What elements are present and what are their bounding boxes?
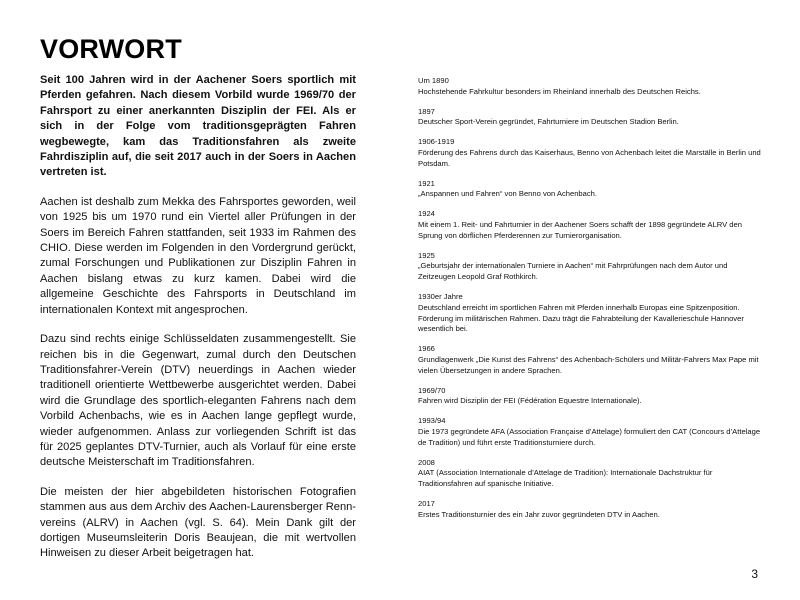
timeline-year: 2008 bbox=[418, 457, 435, 467]
timeline-text: Mit einem 1. Reit- und Fahrturnier in der Aachener Soers schafft der 1898 gegründete ALRV den Sprung von dörflichen Pferderennen zur Turnierorganisation. bbox=[418, 219, 742, 240]
timeline-text: Fahren wird Disziplin der FEI (Fédération Equestre Internationale). bbox=[418, 396, 642, 406]
timeline-year: 1930er Jahre bbox=[418, 291, 463, 301]
timeline-year: 1921 bbox=[418, 178, 435, 188]
page-title: VORWORT bbox=[40, 34, 182, 64]
timeline-entry bbox=[418, 458, 763, 490]
timeline-text: Die 1973 gegründete AFA (Association Française d’Attelage) formuliert den CAT (Concours d’Attelage de Tradition) und führt erste Traditionsturniere durch. bbox=[418, 426, 761, 447]
body-paragraph: Die meisten der hier abgebildeten historischen Fotografien stammen aus aus dem Archiv des Aachen-Laurensberger Renn-vereins (ALRV) in Aachen (vgl. S. 64). Mein Dank gilt der dortigen Museumsleiterin Doris Beaujean, die mit wertvollen Hinweisen zu dieser Arbeit beigetragen hat. bbox=[40, 485, 356, 560]
timeline-year: 1906-1919 bbox=[418, 137, 455, 147]
timeline-entry bbox=[418, 76, 763, 98]
foreword-body bbox=[40, 73, 356, 576]
timeline-year: 2017 bbox=[418, 498, 435, 508]
timeline-entry bbox=[418, 344, 763, 376]
timeline-entry bbox=[418, 107, 763, 129]
timeline-entry bbox=[418, 499, 763, 521]
timeline-text: Deutscher Sport-Verein gegründet, Fahrturniere im Deutschen Stadion Berlin. bbox=[418, 117, 679, 127]
timeline-year: 1924 bbox=[418, 209, 435, 219]
timeline-year: 1993/94 bbox=[418, 416, 446, 426]
timeline-entry bbox=[418, 386, 763, 408]
timeline-text: Erstes Traditionsturnier des ein Jahr zuvor gegründeten DTV in Aachen. bbox=[418, 509, 660, 519]
timeline-entry bbox=[418, 209, 763, 241]
page-number: 3 bbox=[751, 567, 758, 581]
body-paragraph: Dazu sind rechts einige Schlüsseldaten zusammengestellt. Sie reichen bis in die Gegenwart, zumal durch den Deutschen Traditionsfahrer-Verein (DTV) neuerdings in Aachen wieder traditionell orientierte Wettbewerbe ausgerichtet werden. Dabei wird die Grundlage des sportlich-eleganten Fahrens nach dem Vorbild Achenbachs, wie es in Aachen lange gepflegt wurde, wieder aufgenommen. Anlass zur vorliegenden Schrift ist das für 2025 geplantes DTV-Turnier, auch als Vorlauf für eine erste deutsche Meisterschaft im Traditionsfahren. bbox=[40, 333, 356, 469]
timeline-entry bbox=[418, 416, 763, 448]
timeline-text: Grundlagenwerk „Die Kunst des Fahrens“ des Achenbach-Schülers und Militär-Fahrers Max Pape mit vielen Übersetzungen in andere Sprachen. bbox=[418, 354, 759, 375]
timeline-entry bbox=[418, 251, 763, 283]
lead-paragraph: Seit 100 Jahren wird in der Aachener Soers sportlich mit Pferden gefahren. Nach diesem Vorbild wurde 1969/70 der Fahrsport zu einer anerkannten Disziplin der FEI. Als er sich in der Folge vom traditionsgeprägten Fahren wegbewegte, kam das Traditionsfahren als zweite Fahrdisziplin auf, die seit 2017 auch in der Soers in Aachen vertreten ist. bbox=[40, 74, 356, 179]
timeline bbox=[418, 76, 763, 530]
timeline-year: 1969/70 bbox=[418, 385, 446, 395]
timeline-entry bbox=[418, 292, 763, 335]
timeline-text: Deutschland erreicht im sportlichen Fahren mit Pferden innerhalb Europas eine Spitzenposition. Förderung im militärischen Rahmen. Dazu trägt die Fahrabteilung der Kavallerieschule Hannover wesentlich bei. bbox=[418, 302, 744, 334]
body-paragraph: Aachen ist deshalb zum Mekka des Fahrsportes geworden, weil von 1925 bis um 1970 rund ein Viertel aller Prüfungen in der Soers im Bereich Fahren stattfanden, seit 1933 im Rahmen des CHIO. Diese werden im Folgenden in den Vordergrund gerückt, zumal Forschungen und Publikationen zur Disziplin Fahren in Aachen bislang etwas zu kurz kamen. Dabei wird die allgemeine Geschichte des Fahrsports in Deutschland im internationalen Kontext mit angesprochen. bbox=[40, 195, 356, 316]
timeline-text: „Anspannen und Fahren“ von Benno von Achenbach. bbox=[418, 189, 598, 199]
timeline-year: 1925 bbox=[418, 250, 435, 260]
timeline-text: „Geburtsjahr der internationalen Turniere in Aachen“ mit Fahrprüfungen nach dem Autor und Zeitzeugen Leopold Graf Rothkirch. bbox=[418, 261, 728, 282]
timeline-year: Um 1890 bbox=[418, 76, 449, 85]
timeline-text: AIAT (Association Internationale d’Attelage de Tradition): Internationale Dachstruktur für Traditionsfahren auf spanische Initiative. bbox=[418, 468, 713, 489]
timeline-entry bbox=[418, 179, 763, 201]
timeline-text: Hochstehende Fahrkultur besonders im Rheinland innerhalb des Deutschen Reichs. bbox=[418, 86, 701, 96]
timeline-year: 1897 bbox=[418, 106, 435, 116]
timeline-year: 1966 bbox=[418, 344, 435, 354]
timeline-entry bbox=[418, 137, 763, 169]
timeline-text: Förderung des Fahrens durch das Kaiserhaus, Benno von Achenbach leitet die Marställe in Berlin und Potsdam. bbox=[418, 147, 761, 168]
